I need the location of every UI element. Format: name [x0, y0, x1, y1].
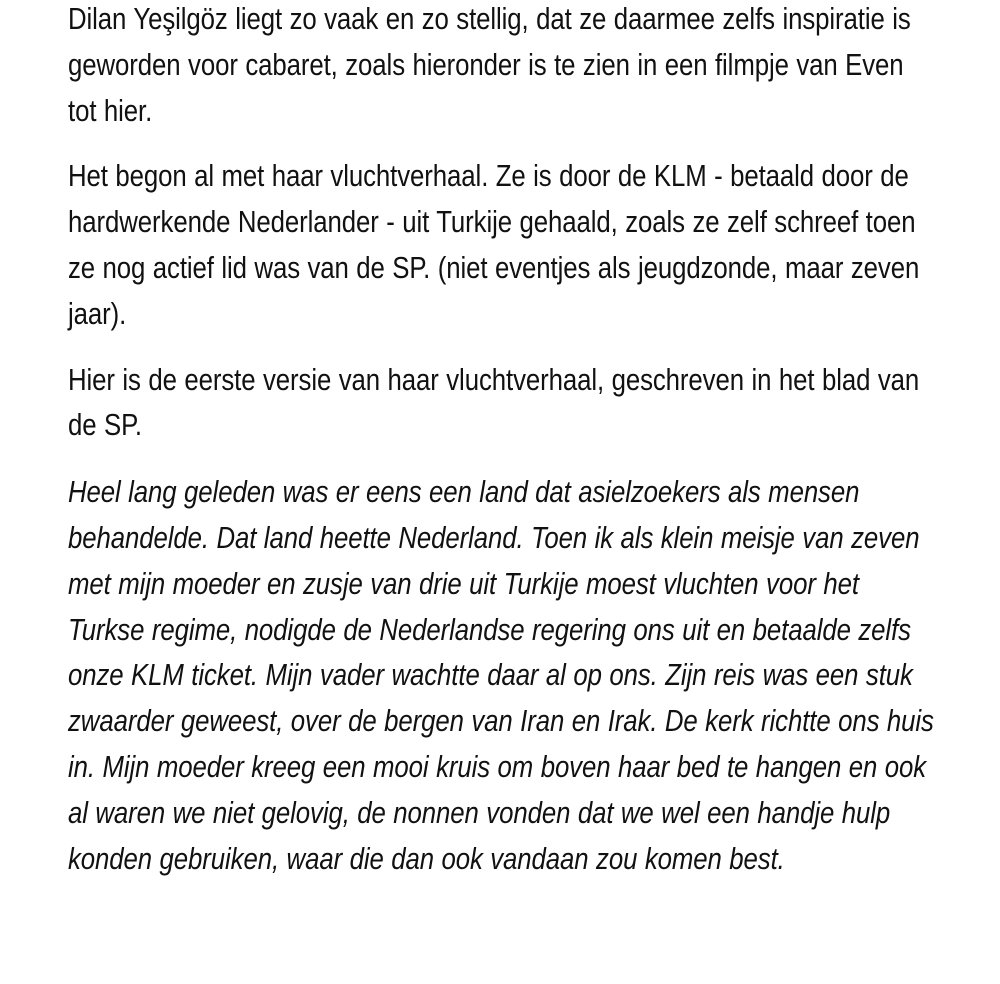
blockquote-citaat: Heel lang geleden was er eens een land dat asielzoekers als mensen behandelde. Dat land heette Nederland. Toen ik als klein meisje van zeven met mijn moeder en zusje van drie uit Turkije moest vluchten voor het Turkse regime, nodigde de Nederlandse regering ons uit en betaalde zelfs onze KLM ticket. Mijn vader wachtte daar al op ons. Zijn reis was een stuk zwaarder geweest, over de bergen van Iran en Irak. De kerk richtte ons huis in. Mijn moeder kreeg een mooi kruis om boven haar bed te hangen en ook al waren we niet gelovig, de nonnen vonden dat we wel een handje hulp konden gebruiken, waar die dan ook vandaan zou komen best. [68, 475, 934, 876]
paragraph-intro: Dilan Yeşilgöz liegt zo vaak en zo stellig, dat ze daarmee zelfs inspiratie is geworden voor cabaret, zoals hieronder is te zien in een filmpje van Even tot hier. [68, 2, 911, 128]
paragraph-vluchtverhaal: Het begon al met haar vluchtverhaal. Ze is door de KLM - betaald door de hardwerkende Nederlander - uit Turkije gehaald, zoals ze zelf schreef toen ze nog actief lid was van de SP. (niet eventjes als jeugdzonde, maar zeven jaar). [68, 159, 920, 331]
paragraph-eerste-versie: Hier is de eerste versie van haar vluchtverhaal, geschreven in het blad van de SP. [68, 362, 920, 443]
